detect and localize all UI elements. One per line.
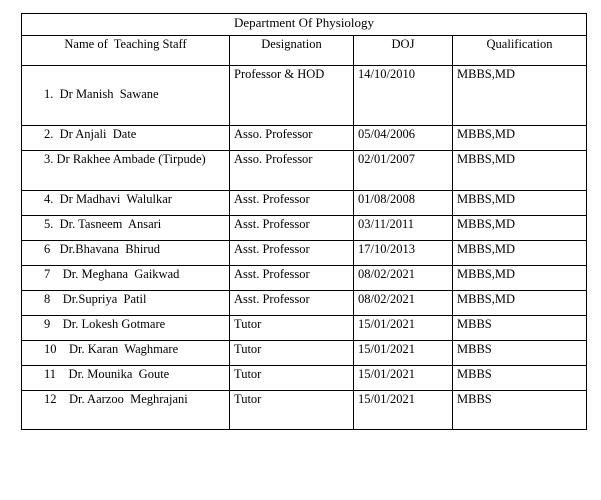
staff-doj: 08/02/2021 xyxy=(354,266,453,291)
staff-name: 8 Dr.Supriya Patil xyxy=(22,291,230,316)
staff-qualification: MBBS,MD xyxy=(453,241,587,266)
staff-designation: Asst. Professor xyxy=(230,216,354,241)
table-title: Department Of Physiology xyxy=(22,14,587,36)
table-row xyxy=(22,191,587,216)
staff-designation: Asst. Professor xyxy=(230,266,354,291)
staff-qualification: MBBS,MD xyxy=(453,126,587,151)
staff-designation: Asst. Professor xyxy=(230,241,354,266)
staff-doj: 15/01/2021 xyxy=(354,341,453,366)
staff-name: 12 Dr. Aarzoo Meghrajani xyxy=(22,391,230,430)
title-row xyxy=(22,14,587,36)
table-row xyxy=(22,126,587,151)
staff-qualification: MBBS xyxy=(453,391,587,430)
staff-qualification: MBBS,MD xyxy=(453,151,587,191)
staff-name: 7 Dr. Meghana Gaikwad xyxy=(22,266,230,291)
header-name: Name of Teaching Staff xyxy=(22,36,230,66)
staff-designation: Tutor xyxy=(230,391,354,430)
table-row xyxy=(22,151,587,191)
table-row xyxy=(22,216,587,241)
staff-name: 4. Dr Madhavi Walulkar xyxy=(22,191,230,216)
header-doj: DOJ xyxy=(354,36,453,66)
table-row xyxy=(22,291,587,316)
staff-doj: 03/11/2011 xyxy=(354,216,453,241)
staff-doj: 05/04/2006 xyxy=(354,126,453,151)
table-row xyxy=(22,341,587,366)
staff-doj: 17/10/2013 xyxy=(354,241,453,266)
table-row xyxy=(22,266,587,291)
header-row xyxy=(22,36,587,66)
staff-qualification: MBBS,MD xyxy=(453,291,587,316)
staff-designation: Tutor xyxy=(230,341,354,366)
staff-name: 10 Dr. Karan Waghmare xyxy=(22,341,230,366)
staff-qualification: MBBS,MD xyxy=(453,66,587,126)
staff-qualification: MBBS,MD xyxy=(453,216,587,241)
staff-name: 11 Dr. Mounika Goute xyxy=(22,366,230,391)
staff-qualification: MBBS xyxy=(453,366,587,391)
staff-doj: 08/02/2021 xyxy=(354,291,453,316)
table-row xyxy=(22,241,587,266)
staff-name: 5. Dr. Tasneem Ansari xyxy=(22,216,230,241)
staff-qualification: MBBS,MD xyxy=(453,266,587,291)
staff-doj: 14/10/2010 xyxy=(354,66,453,126)
staff-doj: 02/01/2007 xyxy=(354,151,453,191)
staff-name: 6 Dr.Bhavana Bhirud xyxy=(22,241,230,266)
staff-designation: Asso. Professor xyxy=(230,151,354,191)
staff-doj: 15/01/2021 xyxy=(354,366,453,391)
staff-name: 3. Dr Rakhee Ambade (Tirpude) xyxy=(22,151,230,191)
staff-name: 2. Dr Anjali Date xyxy=(22,126,230,151)
staff-designation: Tutor xyxy=(230,316,354,341)
staff-table xyxy=(21,13,587,430)
staff-designation: Tutor xyxy=(230,366,354,391)
staff-designation: Asst. Professor xyxy=(230,291,354,316)
staff-doj: 15/01/2021 xyxy=(354,391,453,430)
staff-designation: Asso. Professor xyxy=(230,126,354,151)
staff-doj: 01/08/2008 xyxy=(354,191,453,216)
header-designation: Designation xyxy=(230,36,354,66)
staff-qualification: MBBS xyxy=(453,316,587,341)
staff-designation: Asst. Professor xyxy=(230,191,354,216)
table-row xyxy=(22,366,587,391)
staff-name: 1. Dr Manish Sawane xyxy=(22,66,230,126)
table-row xyxy=(22,391,587,430)
staff-name: 9 Dr. Lokesh Gotmare xyxy=(22,316,230,341)
table-row xyxy=(22,66,587,126)
header-qualification: Qualification xyxy=(453,36,587,66)
staff-qualification: MBBS,MD xyxy=(453,191,587,216)
table-row xyxy=(22,316,587,341)
staff-qualification: MBBS xyxy=(453,341,587,366)
staff-designation: Professor & HOD xyxy=(230,66,354,126)
staff-doj: 15/01/2021 xyxy=(354,316,453,341)
